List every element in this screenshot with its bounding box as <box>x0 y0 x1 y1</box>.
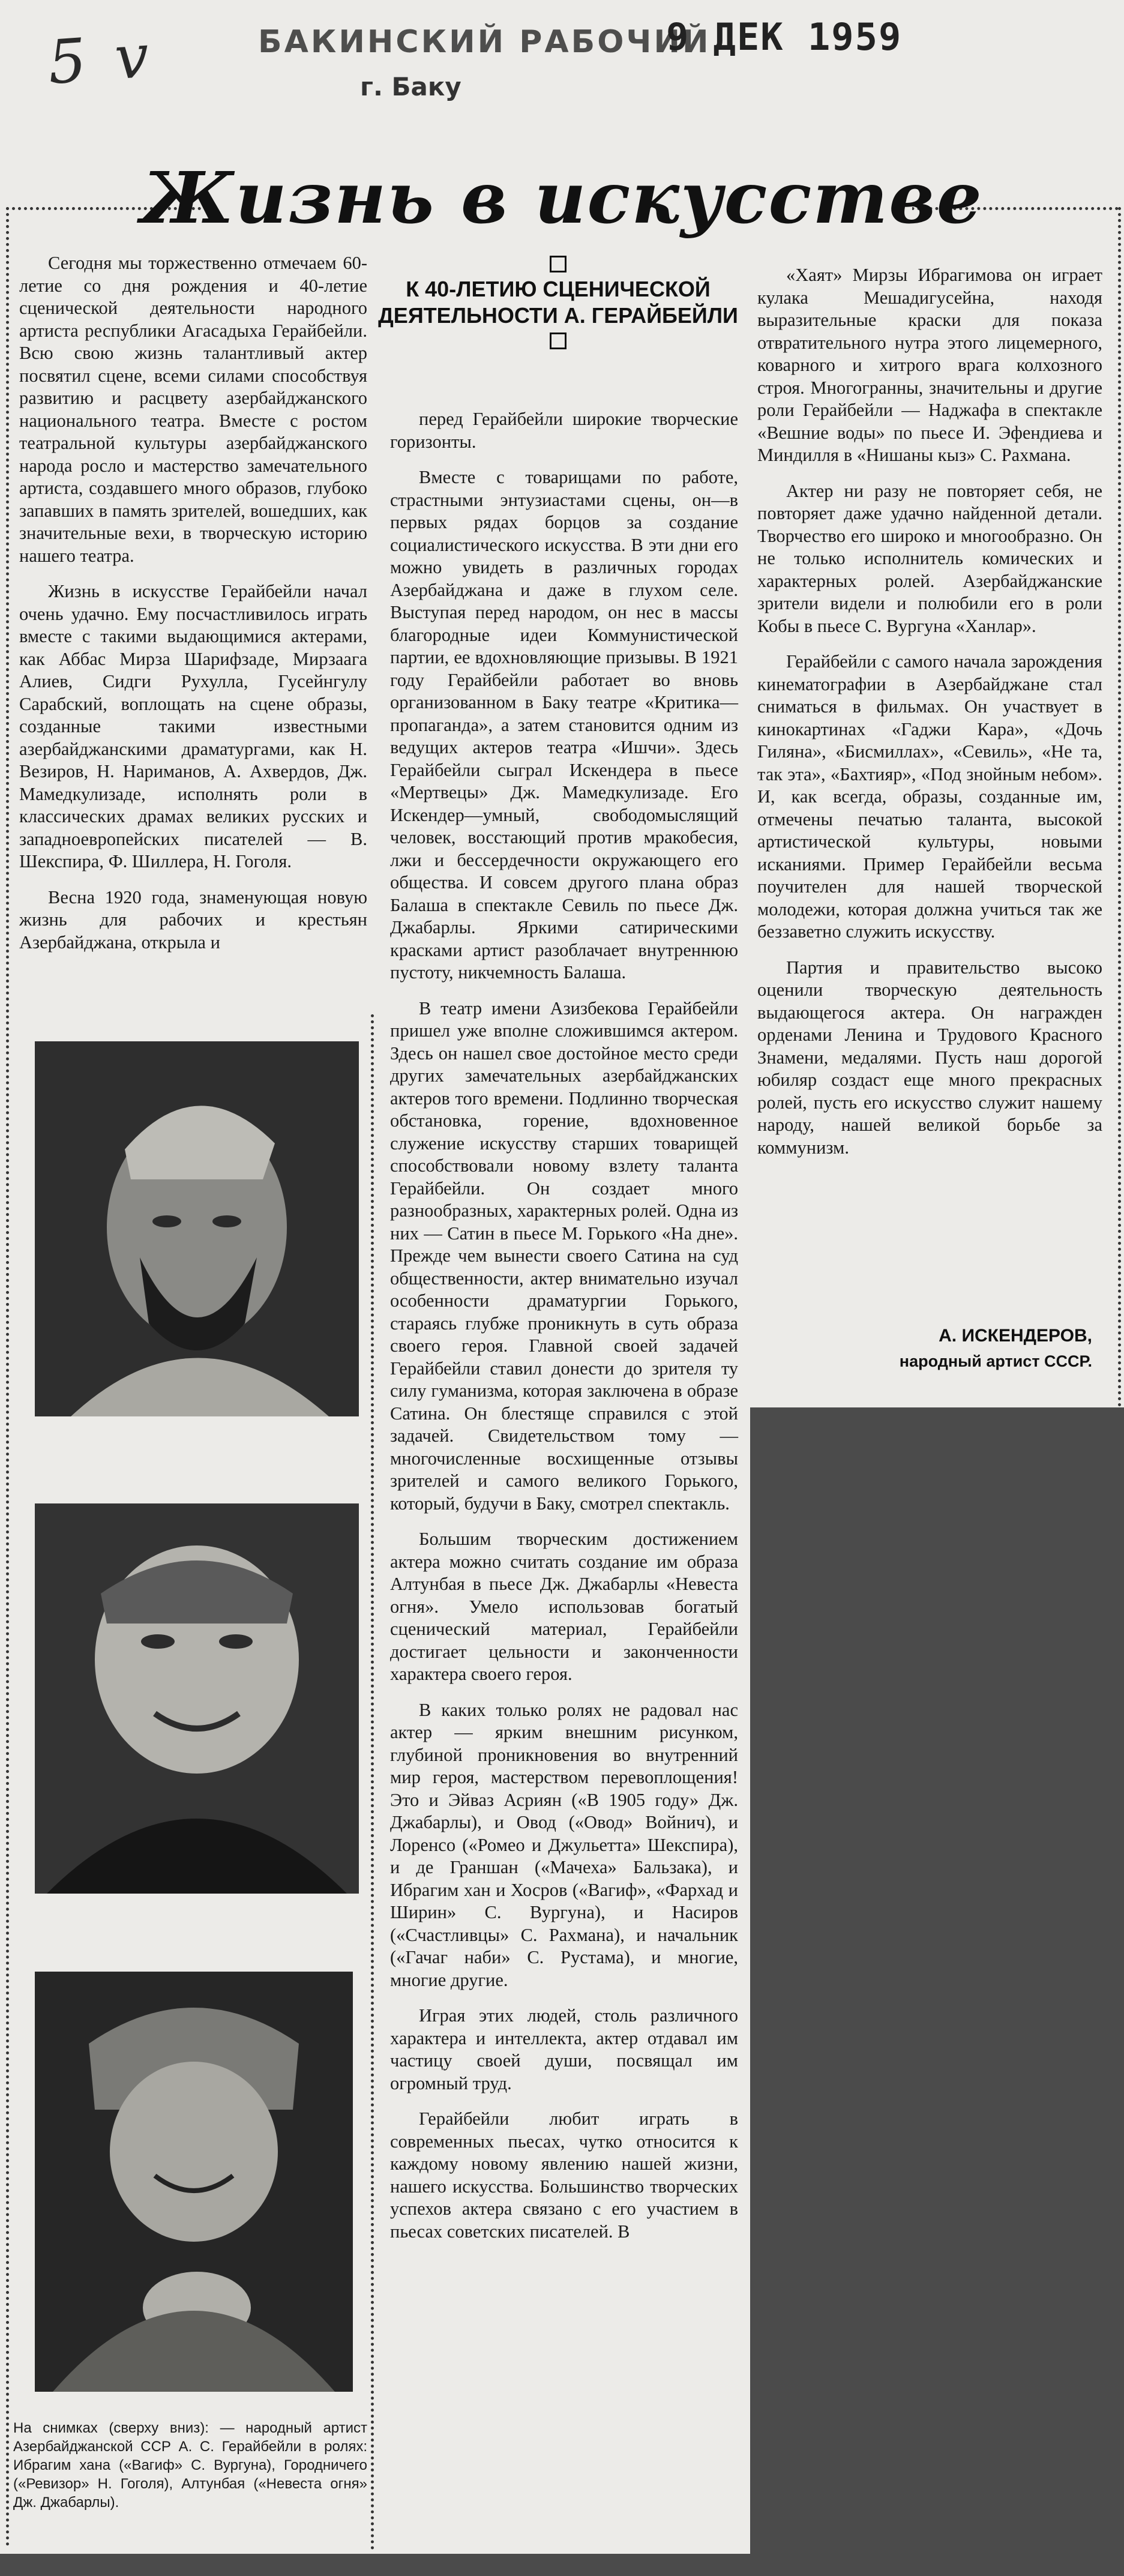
col1-paragraph: Сегодня мы торжественно отмечаем 60-летие со дня рождения и 40-летие сценической деятельности народного артиста республики Агасадыха Герайбейли. Всю свою жизнь талантливый актер посвятил сцене, всеми силами способствуя развитию и расцвету азербайджанского национального театра. Вместе с ростом театральной культуры азербайджанского народа росло и мастерство замечательного артиста, создавшего много образов, глубоко запавших в память зрителей, вошедших, как значительные вехи, в творческую историю нашего театра. <box>19 253 367 566</box>
col1-paragraph: Весна 1920 года, знаменующая новую жизнь для рабочих и крестьян Азербайджана, открыла и <box>19 886 367 952</box>
column-1 <box>19 252 367 967</box>
scan-background <box>750 1407 1124 2576</box>
col2-paragraph: Герайбейли любит играть в современных пьесах, чутко относится к каждому новому явлению нашей жизни, нашего искусства. Большинство творческих успехов актера связано с его участием в пьесах советских писателей. В <box>390 2108 738 2242</box>
col1-paragraph: Жизнь в искусстве Герайбейли начал очень удачно. Ему посчастливилось играть вместе с такими выдающимися актерами, как Аббас Мирза Шарифзаде, Мирзаага Алиев, Сидги Рухулла, Гусейнгулу Сарабский, воплощать на сцене образы, созданные такими известными азербайджанскими драматургами, как Н. Везиров, Н. Нариманов, А. Ахвердов, Дж. Мамедкулизаде, исполнять роли в классических драмах великих русских и западноевропейских писателей — В. Шекспира, Ф. Шиллера, Н. Гоголя. <box>19 581 367 871</box>
handwritten-note: 5 v <box>46 20 156 98</box>
photo-altunbay <box>35 1972 353 2392</box>
newspaper-stamp: БАКИНСКИЙ РАБОЧИЙ <box>258 24 711 60</box>
col2-paragraph: Вместе с товарищами по работе, страстными энтузиастами сцены, он—в первых рядах борцов за создание социалистического искусства. В эти дни его можно увидеть в различных городах Азербайджана и даже в глухом селе. Выступая перед народом, он нес в массы благородные идеи Коммунистической партии, ее вдохновляющие призывы. В 1921 году Герайбейли работает во вновь организованном в Баку театре «Критика—пропаганда», а затем становится одним из ведущих актеров театра «Ишчи». Здесь Герайбейли сыграл Искендера в пьесе «Мертвецы» Дж. Мамедкулизаде. Его Искендер—умный, свободомыслящий человек, восстающий против мракобесия, лжи и бессердечности окружающего его общества. И совсем другого плана образ Балаша в спектакле Севиль по пьесе Дж. Джабарлы. Яркими сатирическими красками артист разоблачает внутреннюю пустоту, никчемность Балаша. <box>390 467 738 983</box>
col3-paragraph: Актер ни разу не повторяет себя, не повторяет даже удачно найденной детали. Творчество его широко и многообразно. Он не только исполнитель комических и характерных ролей. Азербайджанские зрители видели и полюбили его в роли Кобы в пьесе С. Вургуна «Ханлар». <box>757 480 1102 636</box>
col3-paragraph: Герайбейли с самого начала зарождения кинематографии в Азербайджане стал сниматься в фильмах. Он участвует в кинокартинах «Гаджи Кара», «Дочь Гиляна», «Бисмиллах», «Севиль», «Не та, так эта», «Бахтияр», «Под знойным небом». И, как всегда, образы, созданные им, отмечены печатью таланта, высокой артистической культуры, новыми исканиями. Пример Герайбейли весьма поучителен для нашей творческой молодежи, которая должна учиться так же беззаветно служить искусству. <box>757 651 1102 942</box>
photo-ibragim-khan <box>35 1041 359 1416</box>
author-name: А. ИСКЕНДЕРОВ, <box>939 1326 1092 1346</box>
column-2 <box>390 408 738 2256</box>
square-ornament-top <box>550 256 567 272</box>
col2-paragraph: Играя этих людей, столь различного характера и интеллекта, актер отдавал им частицу своей души, посвящал им огромный труд. <box>390 2005 738 2093</box>
right-border <box>1118 207 1121 1407</box>
author-title: народный артист СССР. <box>899 1352 1092 1370</box>
section-heading: К 40-ЛЕТИЮ СЦЕНИЧЕСКОЙ ДЕЯТЕЛЬНОСТИ А. ГЕРАЙБЕЙЛИ <box>378 252 738 353</box>
date-stamp: 9 ДЕК 1959 <box>666 15 903 59</box>
column-divider <box>371 1014 374 2551</box>
column-3 <box>757 264 1102 1172</box>
scan-background-bottom <box>0 2554 1124 2576</box>
col2-paragraph: перед Герайбейли широкие творческие горизонты. <box>390 409 738 452</box>
col3-paragraph: «Хаят» Мирзы Ибрагимова он играет кулака Мешадигусейна, находя выразительные краски для показа отвратительного нутра этого лицемерного, коварного и хитрого врага колхозного строя. Многогранны, значительны и другие роли Герайбейли — Наджафа в спектакле «Вешние воды» по пьесе И. Эфендиева и Миндилля в «Нишаны кыз» С. Рахмана. <box>757 265 1102 465</box>
col2-paragraph: Большим творческим достижением актера можно считать создание им образа Алтунбая в пьесе Дж. Джабарлы «Невеста огня». Умело использовав богатый сценический материал, Герайбейли достигает цельности и законченности характера своего героя. <box>390 1529 738 1684</box>
col3-paragraph: Партия и правительство высоко оценили творческую деятельность выдающегося актера. Он награжден орденами Ленина и Трудового Красного Знамени, медалями. Пусть наш дорогой юбиляр создаст еще много прекрасных ролей, пусть его искусство служит нашему народу, нашей великой борьбе за коммунизм. <box>757 957 1102 1158</box>
portrait-image <box>35 1503 359 1894</box>
col2-paragraph: В каких только ролях не радовал нас актер — ярким внешним рисунком, глубиной проникновения во внутренний мир героя, мастерством перевоплощения! Это и Эйваз Асриян («В 1905 году» Дж. Джабарлы), и Овод («Овод» Войнич), и Лоренсо («Ромео и Джульетта» Шекспира), и де Граншан («Мачеха» Бальзака), и Ибрагим хан и Хосров («Вагиф», «Фархад и Ширин» С. Вургуна), и Насиров («Счастливцы» С. Рахмана), и начальник («Гачаг наби» С. Рустама), и многие, многие другие. <box>390 1699 738 1990</box>
square-ornament-bottom <box>550 333 567 349</box>
author-signature <box>756 1323 1092 1374</box>
photo-caption: На снимках (сверху вниз): — народный артист Азербайджанской ССР А. С. Герайбейли в ролях: Ибрагим хана («Вагиф» С. Вургуна), Городничего («Ревизор» Н. Гоголя), Алтунбая («Невеста огня» Дж. Джабарлы). <box>13 2420 367 2511</box>
photo-gorodnichiy <box>35 1503 359 1894</box>
article-title: Жизнь в искусстве <box>141 156 983 239</box>
portrait-image <box>35 1972 353 2392</box>
left-border <box>6 207 9 2548</box>
portrait-image <box>35 1041 359 1416</box>
col2-paragraph: В театр имени Азизбекова Герайбейли пришел уже вполне сложившимся актером. Здесь он нашел свое достойное место среди других замечательных азербайджанских актеров того времени. Подлинно творческая обстановка, горение, вдохновенное служение искусству старших товарищей способствовали новому взлету таланта Герайбейли. Он создает много разнообразных, характерных ролей. Одна из них — Сатин в пьесе М. Горького «На дне». Прежде чем вынести своего Сатина на суд общественности, актер внимательно изучал особенности драматургии Горького, стараясь глубже проникнуть в суть образа своего героя. Главной своей задачей Герайбейли ставил донести до зрителя ту силу гуманизма, которая заключена в образе Сатина. Он блестяще справился с этой задачей. Свидетельством тому — многочисленные восхищенные отзывы зрителей и самого великого Горького, который, будучи в Баку, смотрел спектакль. <box>390 998 738 1514</box>
city-stamp: г. Баку <box>360 72 461 101</box>
